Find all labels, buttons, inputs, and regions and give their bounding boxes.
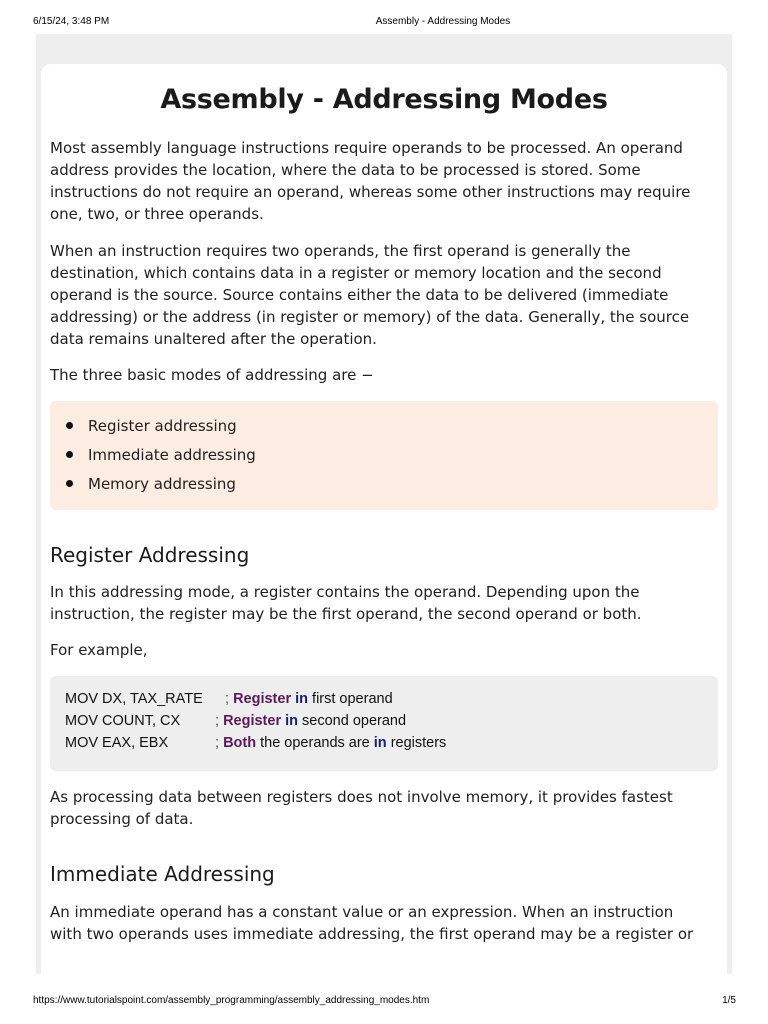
register-desc-line: instruction, the register may be the first operand, the second operand or both. xyxy=(50,605,642,623)
comment-keyword: Register xyxy=(223,713,282,729)
comment-text: first operand xyxy=(312,691,393,707)
operands-line: addressing) or the address (in register or memory) of the data. Generally, the source xyxy=(50,308,690,326)
print-footer xyxy=(0,995,768,1009)
comment-keyword: in xyxy=(285,713,299,729)
code-block xyxy=(50,676,718,771)
list-item xyxy=(88,445,256,465)
print-datetime: 6/15/24, 3:48 PM xyxy=(33,16,110,27)
operands-line: data remains unaltered after the operation. xyxy=(50,330,377,348)
intro-line: one, two, or three operands. xyxy=(50,205,264,223)
comment-keyword: Both xyxy=(223,735,257,751)
immediate-heading: Immediate Addressing xyxy=(50,862,275,886)
print-header xyxy=(0,16,768,30)
list-item xyxy=(88,416,237,436)
comment-text: the operands are xyxy=(260,735,370,751)
immediate-desc-line: with two operands uses immediate addressing, the first operand may be a register or xyxy=(50,925,694,943)
example-label: For example, xyxy=(50,641,148,659)
bullet-icon xyxy=(66,422,73,429)
comment-semicolon: ; xyxy=(215,735,220,751)
modes-list xyxy=(50,401,718,510)
immediate-desc-line: An immediate operand has a constant value or an expression. When an instruction xyxy=(50,903,674,921)
comment-keyword: Register xyxy=(233,691,292,707)
code-line xyxy=(65,735,705,755)
operands-line: When an instruction requires two operands, the first operand is generally the xyxy=(50,242,631,260)
comment-keyword: in xyxy=(295,691,309,707)
register-after-line: As processing data between registers does not involve memory, it provides fastest xyxy=(50,788,673,806)
code-line xyxy=(65,691,705,711)
print-doc-title: Assembly - Addressing Modes xyxy=(375,16,511,27)
intro-line: instructions do not require an operand, whereas some other instructions may require xyxy=(50,183,691,201)
register-after-line: processing of data. xyxy=(50,810,194,828)
operands-line: operand is the source. Source contains either the data to be delivered (immediate xyxy=(50,286,669,304)
comment-semicolon: ; xyxy=(225,691,230,707)
code-comment xyxy=(225,691,393,707)
comment-text: second operand xyxy=(302,713,407,729)
list-item-label: Immediate addressing xyxy=(88,446,256,464)
intro-line: Most assembly language instructions require operands to be processed. An operand xyxy=(50,139,683,157)
page-sheet xyxy=(36,34,732,974)
article-card xyxy=(41,64,727,974)
bullet-icon xyxy=(66,451,73,458)
code-comment xyxy=(215,735,446,751)
code-comment xyxy=(215,713,406,729)
code-line xyxy=(65,713,705,733)
intro-line: address provides the location, where the data to be processed is stored. Some xyxy=(50,161,641,179)
code-instruction: MOV DX, TAX_RATE xyxy=(65,691,203,707)
modes-intro: The three basic modes of addressing are − xyxy=(50,366,374,384)
register-heading: Register Addressing xyxy=(50,543,250,567)
register-desc-line: In this addressing mode, a register contains the operand. Depending upon the xyxy=(50,583,640,601)
print-url[interactable]: https://www.tutorialspoint.com/assembly_programming/assembly_addressing_modes.htm xyxy=(33,995,430,1006)
comment-text: registers xyxy=(390,735,447,751)
list-item-label: Register addressing xyxy=(88,417,237,435)
comment-semicolon: ; xyxy=(215,713,220,729)
code-instruction: MOV EAX, EBX xyxy=(65,735,169,751)
comment-keyword: in xyxy=(373,735,387,751)
code-instruction: MOV COUNT, CX xyxy=(65,713,181,729)
list-item xyxy=(88,474,236,494)
operands-line: destination, which contains data in a register or memory location and the second xyxy=(50,264,662,282)
list-item-label: Memory addressing xyxy=(88,475,236,493)
bullet-icon xyxy=(66,480,73,487)
page-number: 1/5 xyxy=(722,995,736,1006)
page-title: Assembly - Addressing Modes xyxy=(160,84,608,115)
